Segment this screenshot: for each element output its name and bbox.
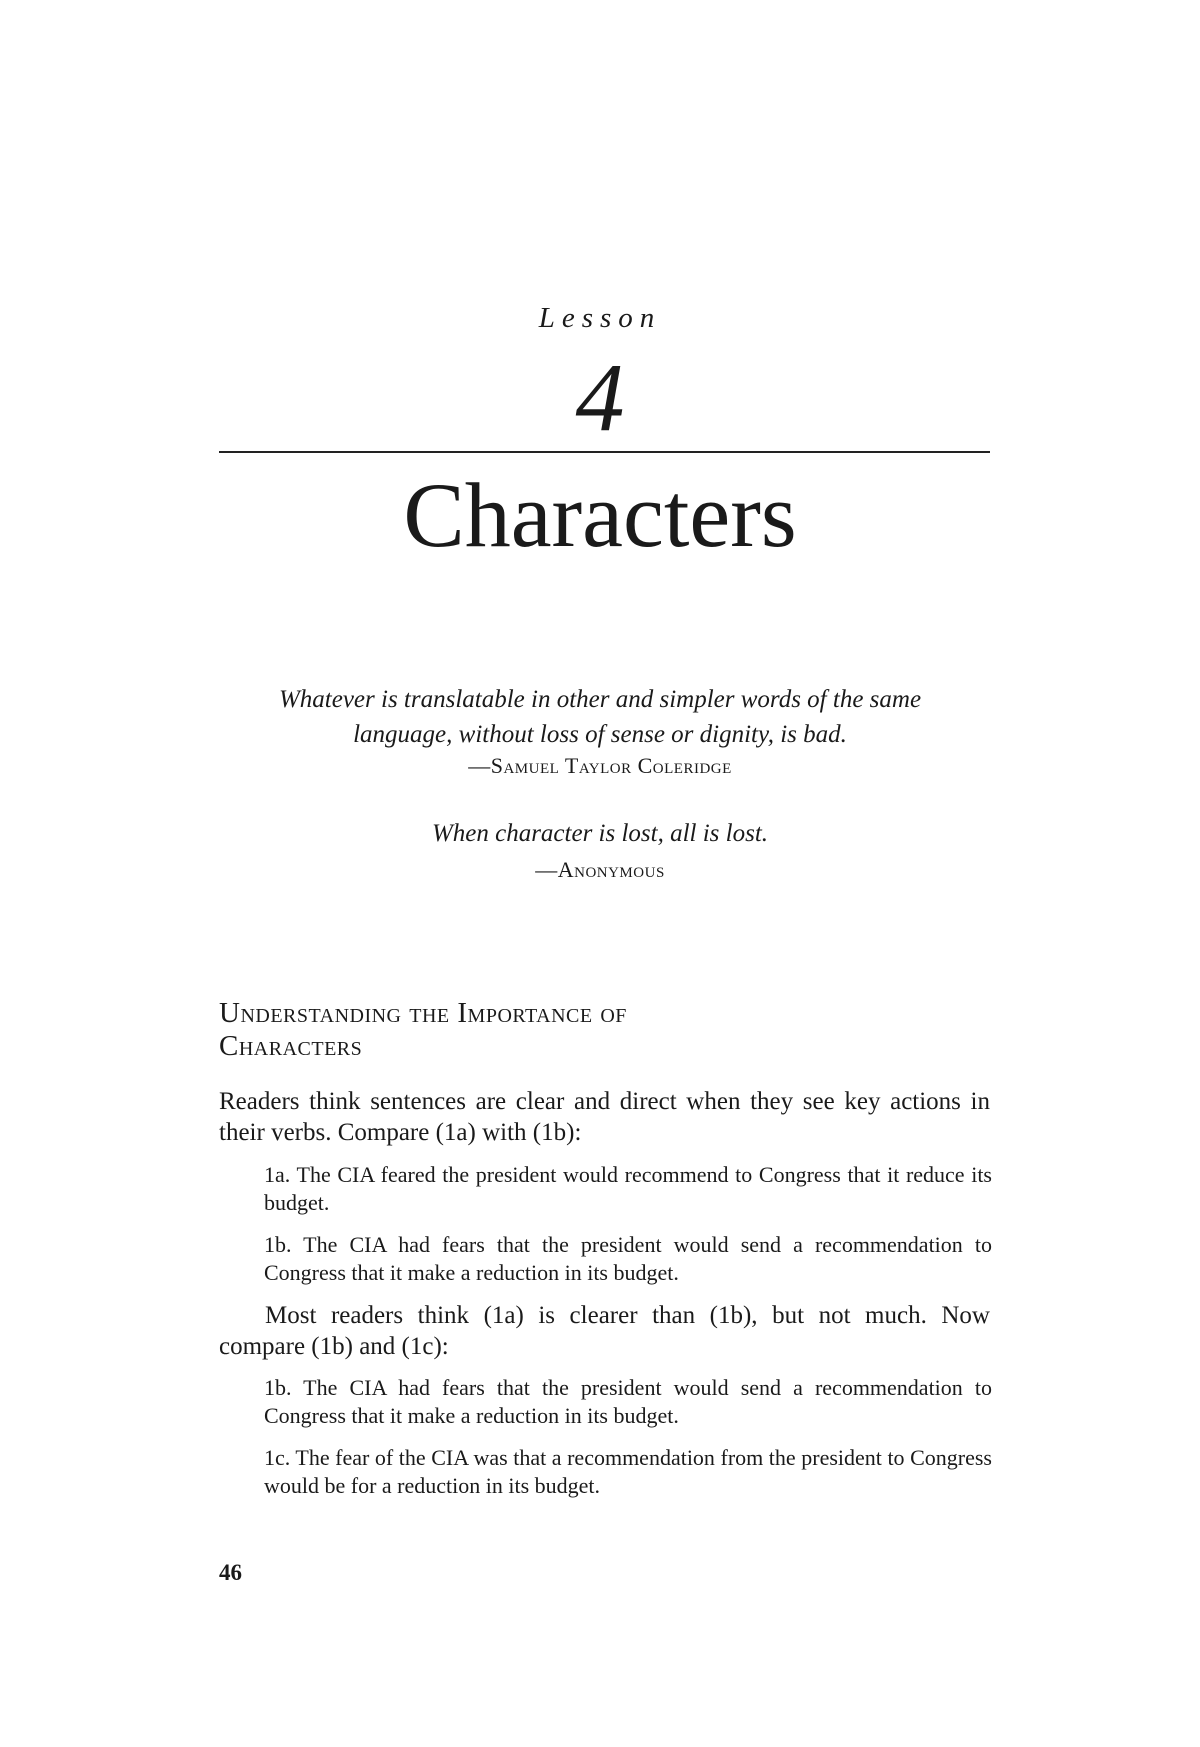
epigraph-quote-1-line-1: Whatever is translatable in other and simpler words of the same [278, 686, 922, 713]
section-heading-line-1: Understanding the Importance of [219, 997, 627, 1029]
page-number: 46 [219, 1560, 242, 1585]
lesson-number: 4 [575, 344, 625, 452]
epigraph-quote-2: When character is lost, all is lost. [431, 820, 769, 847]
example-1a: 1a. The CIA feared the president would recommend to Congress that it reduce its budget. [264, 1162, 992, 1215]
body-paragraph-2: Most readers think (1a) is clearer than (1b), but not much. Now compare (1b) and (1c): [219, 1302, 990, 1360]
body-paragraph-1: Readers think sentences are clear and direct when they see key actions in their verbs. Compare (1a) with (1b): [219, 1088, 990, 1146]
example-1b-repeat: 1b. The CIA had fears that the president would send a recommendation to Congress that it make a reduction in its budget. [264, 1375, 992, 1428]
example-1c: 1c. The fear of the CIA was that a recommendation from the president to Congress would be for a reduction in its budget. [264, 1445, 992, 1498]
epigraph-quote-1-line-2: language, without loss of sense or dignity, is bad. [353, 721, 847, 748]
example-1b: 1b. The CIA had fears that the president would send a recommendation to Congress that it make a reduction in its budget. [264, 1232, 992, 1285]
epigraph-attribution-1: —Samuel Taylor Coleridge [468, 753, 732, 778]
epigraph-quote-1 [0, 682, 1200, 752]
title-rule [219, 451, 990, 453]
lesson-label: Lesson [538, 302, 662, 334]
epigraph-attribution-2: —Anonymous [535, 857, 665, 882]
chapter-title: Characters [403, 464, 797, 566]
section-heading-line-2: Characters [219, 1030, 363, 1062]
section-heading [219, 997, 999, 1063]
